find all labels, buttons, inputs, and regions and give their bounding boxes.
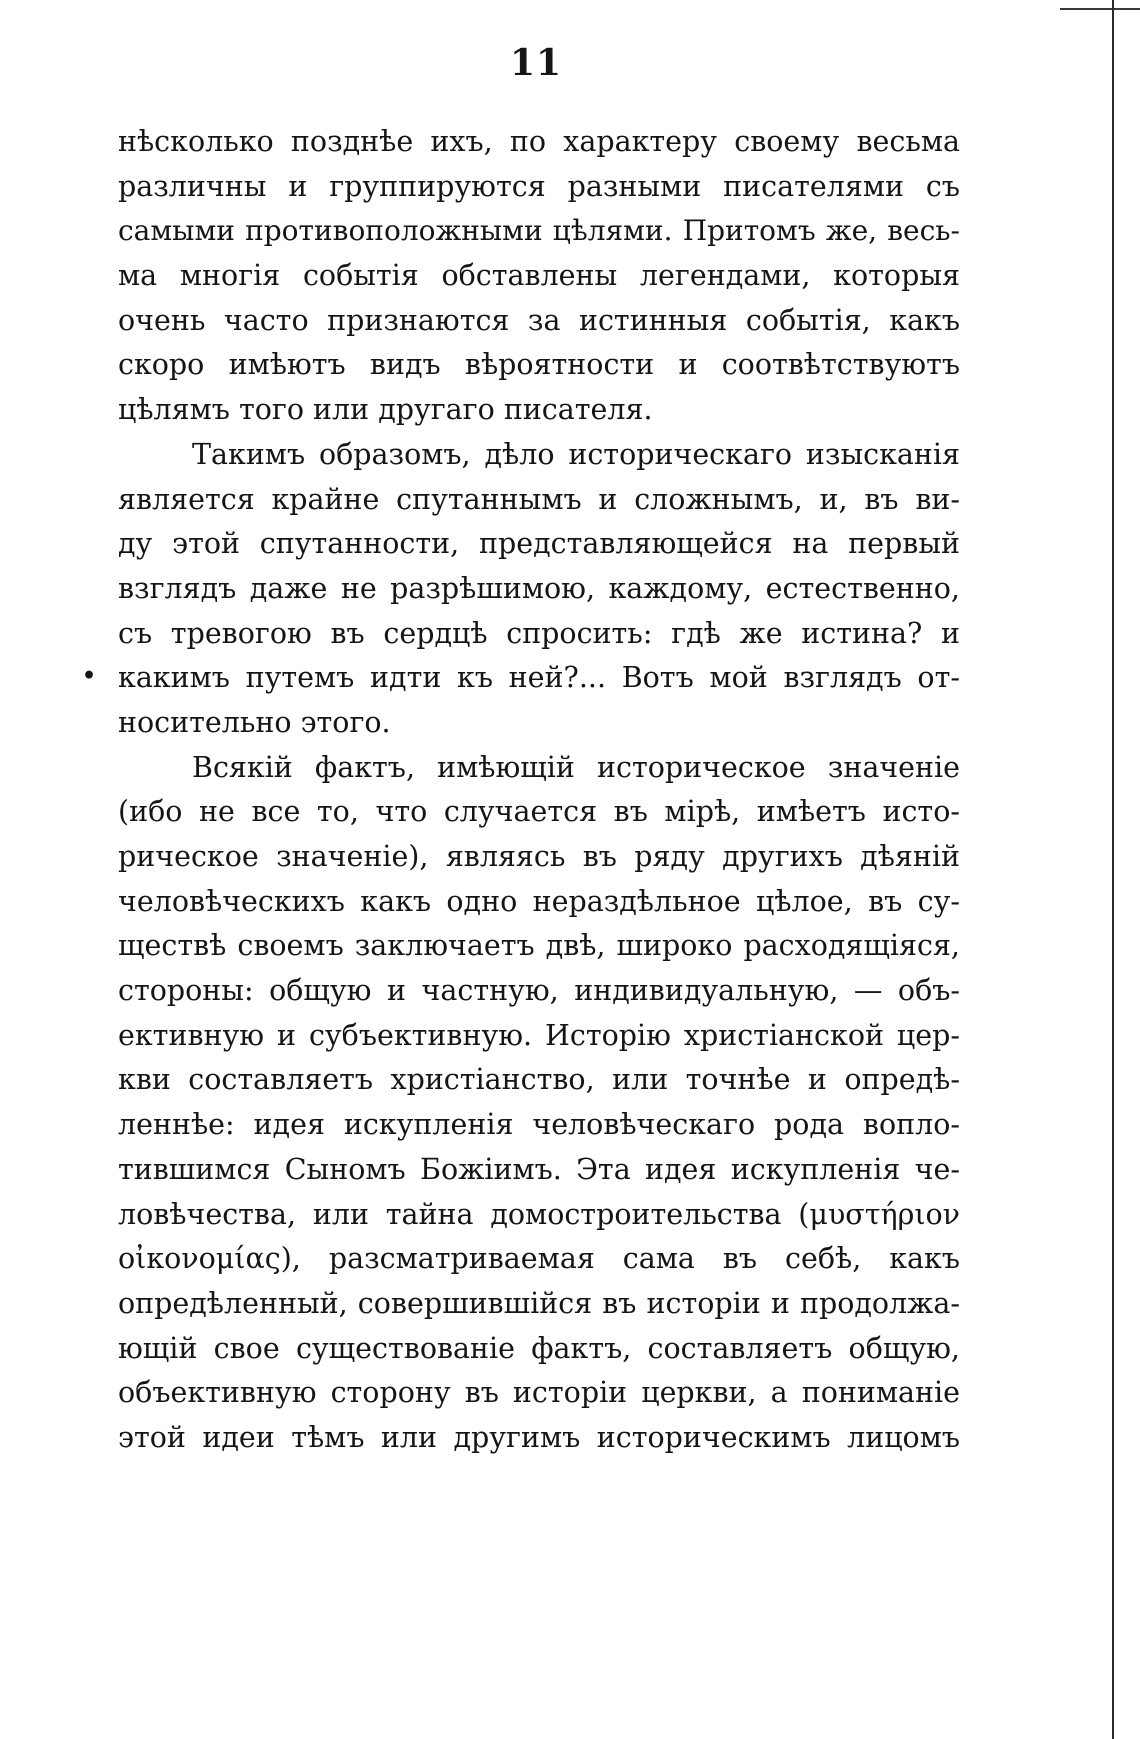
text-line: леннѣе: идея искупленія человѣческаго рода вопло- xyxy=(118,1108,960,1142)
scan-border-top xyxy=(1060,8,1140,10)
text-line: ществѣ своемъ заключаетъ двѣ, широко расходящіяся, xyxy=(118,929,960,963)
text-line: ловѣчества, или тайна домостроительства (μυστήριον xyxy=(118,1197,960,1231)
text-line: стороны: общую и частную, индивидуальную, — объ- xyxy=(118,974,960,1008)
text-line: Такимъ образомъ, дѣло историческаго изысканія xyxy=(192,437,960,471)
text-line: съ тревогою въ сердцѣ спросить: гдѣ же истина? и xyxy=(118,616,960,650)
text-line: самыми противоположными цѣлями. Притомъ же, весь- xyxy=(118,214,960,248)
text-line: опредѣленный, совершившійся въ исторіи и продолжа- xyxy=(118,1286,960,1320)
paragraph-2 xyxy=(118,433,960,746)
text-line: взглядъ даже не разрѣшимою, каждому, естественно, xyxy=(118,571,960,605)
text-line: (ибо не все то, что случается въ мірѣ, имѣетъ исто- xyxy=(118,795,960,829)
text-line: какимъ путемъ идти къ ней?... Вотъ мой взглядъ от- xyxy=(118,661,960,695)
text-line: цѣлямъ того или другаго писателя. xyxy=(118,393,653,427)
scan-border-right xyxy=(1112,0,1114,1739)
text-line: Всякій фактъ, имѣющій историческое значеніе xyxy=(192,750,960,784)
text-line: нѣсколько позднѣе ихъ, по характеру своему весьма xyxy=(118,125,960,158)
text-line: ективную и субъективную. Исторію христіанской цер- xyxy=(118,1018,960,1052)
text-line: носительно этого. xyxy=(118,705,391,739)
text-line: οἰκονομίας), разсматриваемая сама въ себѣ, какъ xyxy=(118,1242,960,1276)
text-line: ющій свое существованіе фактъ, составляетъ общую, xyxy=(118,1331,960,1365)
text-line: объективную сторону въ исторіи церкви, а пониманіе xyxy=(118,1376,960,1410)
text-line: различны и группируются разными писателями съ xyxy=(118,169,960,203)
paragraph-3 xyxy=(118,746,960,1461)
text-line: человѣческихъ какъ одно нераздѣльное цѣлое, въ су- xyxy=(118,884,960,918)
text-line: скоро имѣютъ видъ вѣроятности и соотвѣтствуютъ xyxy=(118,348,960,382)
text-line: кви составляетъ христіанство, или точнѣе и опредѣ- xyxy=(118,1063,960,1097)
margin-mark: • xyxy=(82,663,97,689)
text-line: является крайне спутаннымъ и сложнымъ, и, въ ви- xyxy=(118,482,960,516)
page-number: 11 xyxy=(509,42,563,84)
text-line: тившимся Сыномъ Божіимъ. Эта идея искупленія че- xyxy=(118,1152,960,1186)
text-line: этой идеи тѣмъ или другимъ историческимъ лицомъ xyxy=(118,1420,960,1454)
body-text xyxy=(118,120,960,1461)
text-line: рическое значеніе), являясь въ ряду другихъ дѣяній xyxy=(118,840,960,873)
text-line: ма многія событія обставлены легендами, которыя xyxy=(118,259,960,293)
text-line: ду этой спутанности, представляющейся на первый xyxy=(118,527,960,561)
text-line: очень часто признаются за истинныя событія, какъ xyxy=(118,303,960,337)
paragraph-1 xyxy=(118,120,960,433)
